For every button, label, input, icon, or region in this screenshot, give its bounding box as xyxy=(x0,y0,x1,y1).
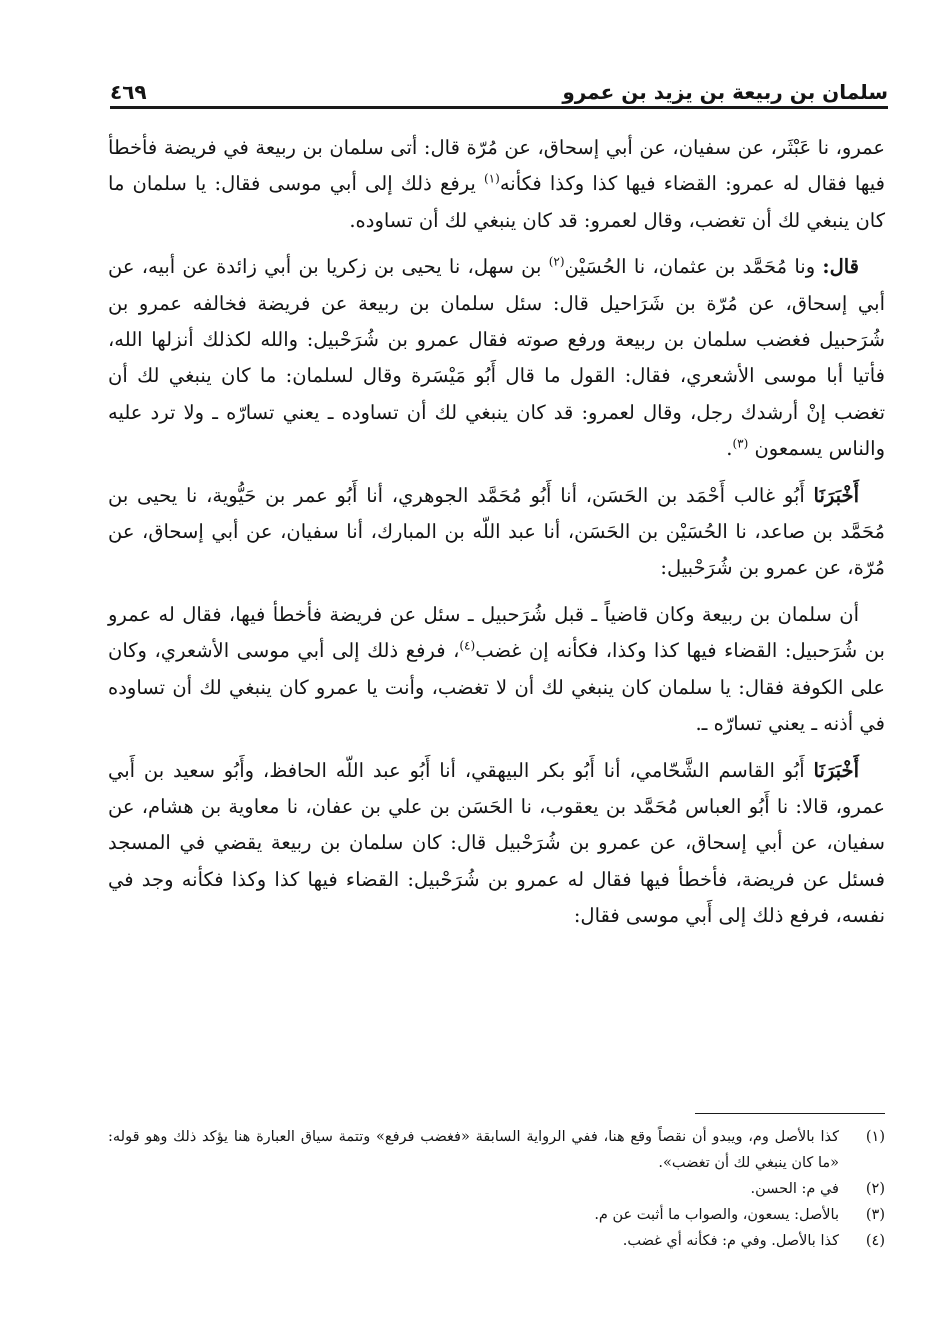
paragraph-4 xyxy=(108,597,885,743)
footnotes xyxy=(108,1124,885,1254)
paragraph-text: أَبُو القاسم الشَّحّامي، أنا أَبُو بكر البيهقي، أنا أَبُو عبد اللّه الحافظ، وأَبُو سعيد بن أَبي عمرو، قالا: نا أَبُو العباس مُحَمَّد بن يعقوب، نا الحَسَن بن علي بن عفان، نا معاوية بن هشام، عن سفيان، عن أبي إسحاق، عن عمرو بن شُرَحْبيل قال: كان سلمان بن ربيعة يقضي في المسجد فسئل عن فريضة، فأخطأ فيها فقال له عمرو بن شُرَحْبيل: القضاء فيها كذا وكذا فكأنه وجد في نفسه، فرفع ذلك إلى أَبي موسى فقال: xyxy=(108,758,885,928)
paragraph-label: قال: xyxy=(822,255,860,279)
paragraph-text: يرفع ذلك إلى أبي موسى فقال: يا سلمان ما كان ينبغي لك أن تغضب، وقال لعمرو: قد كان ينبغي لك أن تساوده. xyxy=(108,172,885,232)
paragraph-5 xyxy=(108,753,885,935)
footnote-number: (٣) xyxy=(865,1207,885,1223)
footnote-number: (١) xyxy=(865,1129,885,1145)
paragraph-text: عمرو، نا عَبْثَر، عن سفيان، عن أبي إسحاق، عن مُرّة قال: أتى سلمان بن ربيعة في فريضة فأخطأ فيها فقال له عمرو: القضاء فيها كذا وكذا فكأنه xyxy=(108,136,885,196)
paragraph-text: ، فرفع ذلك إلى أبي موسى الأشعري، وكان على الكوفة فقال: يا سلمان كان ينبغي لك أن لا تغضب، وأنت يا عمرو كان ينبغي لك أن تساوده في أذنه ـ يعني تسارّه ـ. xyxy=(108,639,885,736)
footnote-text: في م: الحسن. xyxy=(750,1181,839,1197)
paragraph-text: ونا مُحَمَّد بن عثمان، نا الحُسَيْن xyxy=(564,255,816,279)
footnote-text: كذا بالأصل. وفي م: فكأنه أي غضب. xyxy=(622,1233,839,1249)
footnote-separator xyxy=(695,1113,885,1114)
footnote-ref-4: (٤) xyxy=(459,638,476,653)
running-title: سلمان بن ربيعة بن يزيد بن عمرو xyxy=(562,80,888,104)
paragraph-2 xyxy=(108,249,885,467)
footnote-ref-2: (٢) xyxy=(548,254,565,269)
main-text xyxy=(108,130,885,945)
paragraph-text: بن سهل، نا يحيى بن زكريا بن أبي زائدة عن أبيه، عن أبي إسحاق، عن مُرّة بن شَرَاحيل قال: سئل سلمان بن ربيعة عن فريضة فخالفه عمرو بن شُرَحبيل فغضب سلمان بن ربيعة ورفع صوته فقال عمرو بن شُرَحْبيل: والله لكذلك أنزلها الله، فأتيا أبا موسى الأشعري، فقال: القول ما قال أَبُو مَيْسَرة وقال لسلمان: ما كان ينبغي لك أن تغضب إنْ أرشدك رجل، وقال لعمرو: قد كان ينبغي لك أن تساوده ـ يعني تسارّه ـ ولا ترد عليه والناس يسمعون xyxy=(108,255,885,461)
paragraph-label: أَخْبَرَنَا xyxy=(813,758,860,782)
footnote-ref-1: (١) xyxy=(483,171,500,186)
footnote-text: بالأصل: يسعون، والصواب ما أثبت عن م. xyxy=(594,1207,839,1223)
paragraph-1 xyxy=(108,130,885,239)
footnote xyxy=(108,1176,885,1202)
paragraph-text: . xyxy=(726,437,733,461)
header-rule xyxy=(110,106,888,109)
paragraph-text: أن سلمان بن ربيعة وكان قاضياً ـ قبل شُرَحبيل ـ سئل عن فريضة فأخطأ فيها، فقال له عمرو بن شُرَحبيل: القضاء فيها كذا وكذا، فكأنه إن غضب xyxy=(108,602,885,663)
footnote-number: (٤) xyxy=(865,1233,885,1249)
page-header xyxy=(110,70,888,104)
paragraph-label: أَخْبَرَنَا xyxy=(813,483,860,507)
footnote xyxy=(108,1202,885,1228)
footnote-ref-3: (٣) xyxy=(732,436,749,451)
footnote xyxy=(108,1228,885,1254)
paragraph-text: أَبُو غالب أَحْمَد بن الحَسَن، أنا أَبُو مُحَمَّد الجوهري، أنا أَبُو عمر بن حَيُّوية، نا يحيى بن مُحَمَّد بن صاعد، نا الحُسَيْن بن الحَسَن، أنا عبد اللّه بن المبارك، أنا سفيان، عن أبي إسحاق، عن مُرّة، عن عمرو بن شُرَحْبيل: xyxy=(108,483,885,580)
page-number: ٤٦٩ xyxy=(110,80,147,104)
footnote-text: كذا بالأصل وم، ويبدو أن نقصاً وقع هنا، ففي الرواية السابقة «فغضب فرفع» وتتمة سياق العبارة هنا يؤكد ذلك وهو قوله: «ما كان ينبغي لك أن تغضب». xyxy=(108,1129,839,1171)
footnote-number: (٢) xyxy=(865,1181,885,1197)
paragraph-3 xyxy=(108,478,885,587)
footnote xyxy=(108,1124,885,1176)
